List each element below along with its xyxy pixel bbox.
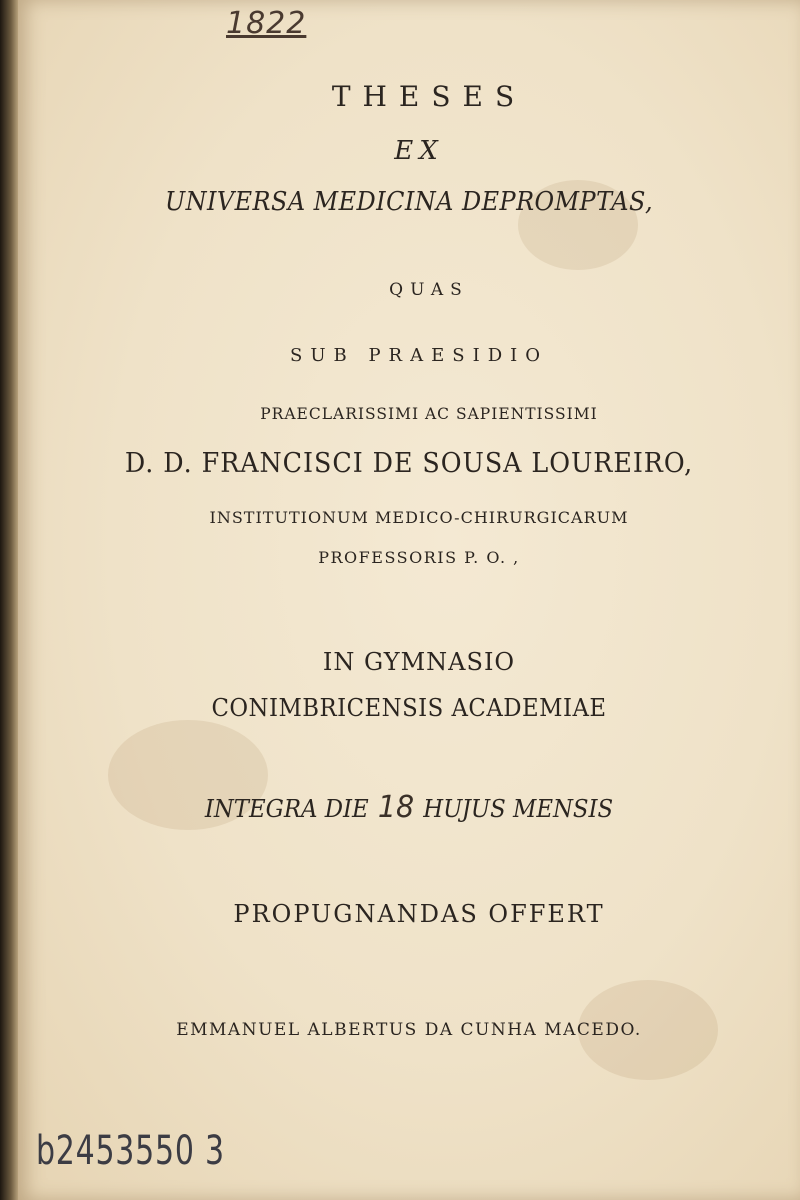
document-page — [18, 0, 800, 1200]
date-line — [38, 790, 781, 825]
date-part-2: HUJUS MENSIS — [423, 795, 614, 823]
date-part-1: INTEGRA DIE — [204, 795, 369, 823]
title-ex: EX — [394, 136, 444, 166]
shelf-mark: b2453550 3 — [36, 1128, 225, 1174]
venue-line-1: IN GYMNASIO — [322, 648, 516, 676]
propugnandas-line: PROPUGNANDAS OFFERT — [233, 900, 605, 928]
institution-line-1: INSTITUTIONUM MEDICO-CHIRURGICARUM — [209, 508, 629, 527]
venue-line-2: CONIMBRICENSIS ACADEMIAE — [211, 694, 607, 722]
epithet-line: PRAECLARISSIMI AC SAPIENTISSIMI — [260, 405, 598, 423]
title-theses: THESES — [331, 80, 527, 113]
book-spine — [0, 0, 18, 1200]
author-name: EMMANUEL ALBERTUS DA CUNHA MACEDO. — [176, 1020, 642, 1040]
president-name: D. D. FRANCISCI DE SOUSA LOUREIRO, — [124, 448, 694, 479]
quas-label: QUAS — [389, 280, 469, 300]
title-main: UNIVERSA MEDICINA DEPROMPTAS, — [164, 187, 654, 217]
handwritten-day: 18 — [377, 790, 415, 825]
institution-line-2: PROFESSORIS P. O. , — [318, 548, 520, 567]
sub-praesidio-label: SUB PRAESIDIO — [290, 345, 548, 366]
year-annotation: 1822 — [226, 6, 307, 41]
